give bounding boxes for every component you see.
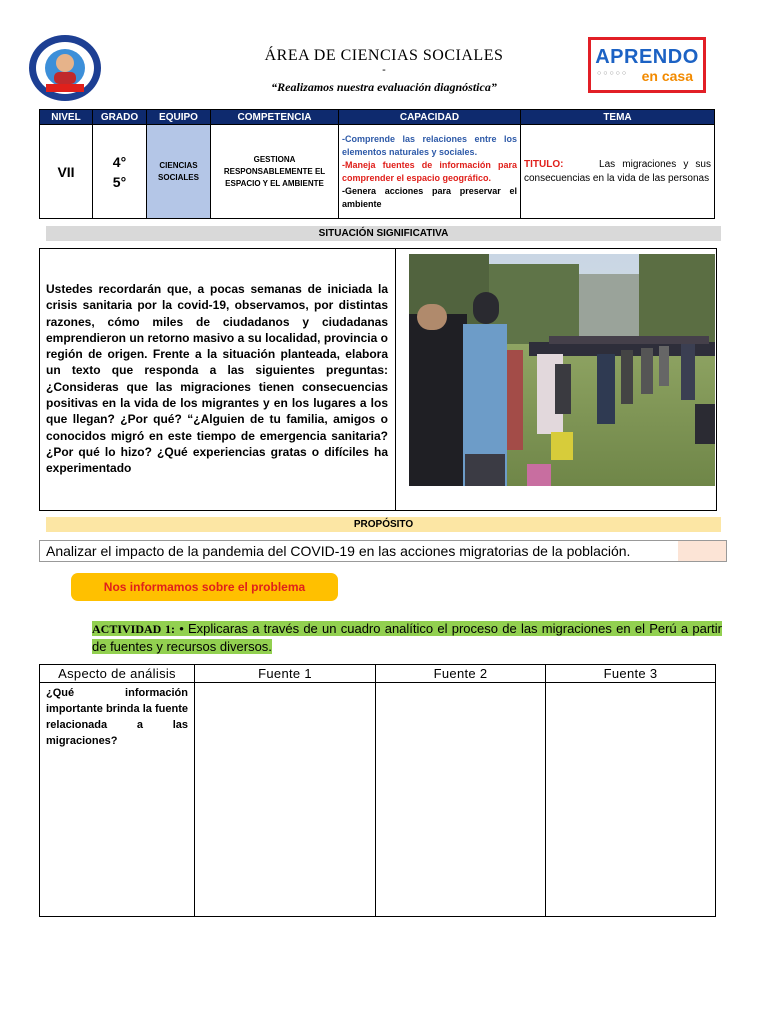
grado-5: 5° [112, 173, 127, 190]
proposito-text: Analizar el impacto de la pandemia del COVID-19 en las acciones migratorias de la población. [39, 540, 727, 562]
header-equipo: EQUIPO [147, 110, 211, 125]
actividad-1 [92, 620, 722, 655]
header-fuente-3: Fuente 3 [546, 665, 716, 683]
actividad-highlight [92, 621, 722, 654]
aprendo-en-casa-logo [588, 37, 706, 93]
tema-label: TITULO: [524, 158, 564, 170]
tema-cell [521, 125, 715, 219]
situacion-text: Ustedes recordarán que, a pocas semanas de iniciada la crisis sanitaria por la covid-19, observamos, por distintas razones, cómo miles de ciudadanos y ciudadanas emprendieron un retorno masivo a su localidad, provincia o región de origen. Frente a la situación planteada, elabora un texto que responda a las siguientes preguntas: ¿Consideras que las migraciones tienen consecuencias positivas en la vida de los migrantes y en los lugares a los que llegan? ¿Por qué? “¿Alguien de tu familia, amigos o conocidos migró en este tiempo de emergencia sanitaria? ¿Por qué lo hizo? ¿Qué experiencias gratas o difíciles ha experimentado [46, 282, 388, 476]
page-title: ÁREA DE CIENCIAS SOCIALES [264, 47, 504, 64]
header-capacidad: CAPACIDAD [339, 110, 521, 125]
analysis-table [39, 664, 716, 917]
page-subtitle: “Realizamos nuestra evaluación diagnóstica” [271, 80, 497, 94]
info-table [39, 109, 715, 219]
equipo-cell [147, 125, 211, 219]
tema-spacer [571, 159, 592, 170]
nos-informamos-banner: Nos informamos sobre el problema [71, 573, 338, 601]
situacion-divider [395, 248, 396, 511]
aprendo-logo-word: APRENDO [595, 46, 699, 68]
nivel-cell: VII [40, 125, 93, 219]
equipo-line-1: CIENCIAS [159, 160, 198, 170]
header-competencia: COMPETENCIA [211, 110, 339, 125]
actividad-label: ACTIVIDAD 1: [92, 622, 175, 636]
header-grado: GRADO [93, 110, 147, 125]
capacidad-item-2: -Maneja fuentes de información para comprender el espacio geográfico. [342, 159, 517, 183]
fuente-1-cell[interactable] [195, 683, 376, 917]
situacion-heading: SITUACIÓN SIGNIFICATIVA [46, 226, 721, 241]
fuente-3-cell[interactable] [546, 683, 716, 917]
tema-text: Las migraciones y sus consecuencias en la vida de las personas [524, 158, 711, 184]
fuente-2-cell[interactable] [376, 683, 546, 917]
title-dash: - [382, 64, 386, 76]
header-nivel: NIVEL [40, 110, 93, 125]
capacidad-item-1: -Comprende las relaciones entre los elementos naturales y sociales. [342, 133, 517, 157]
proposito-heading: PROPÓSITO [46, 517, 721, 532]
capacidad-item-3: -Genera acciones para preservar el ambiente [342, 185, 517, 209]
grado-cell [93, 125, 147, 219]
migrants-photo [409, 254, 715, 486]
grado-4: 4° [112, 153, 127, 170]
aprendo-logo-dots: ○○○○○ [597, 70, 629, 77]
aprendo-logo-sub: en casa [641, 68, 693, 84]
aspecto-question: ¿Qué información importante brinda la fuente relacionada a las migraciones? [40, 683, 195, 917]
equipo-line-2: SOCIALES [158, 172, 199, 182]
competencia-cell: GESTIONA RESPONSABLEMENTE EL ESPACIO Y EL AMBIENTE [211, 125, 339, 219]
header-fuente-2: Fuente 2 [376, 665, 546, 683]
capacidad-cell [339, 125, 521, 219]
header-tema: TEMA [521, 110, 715, 125]
actividad-text: • Explicaras a través de un cuadro analítico el proceso de las migraciones en el Perú a partir de fuentes y recursos diversos. [92, 621, 722, 654]
header-aspecto: Aspecto de análisis [40, 665, 195, 683]
header-fuente-1: Fuente 1 [195, 665, 376, 683]
